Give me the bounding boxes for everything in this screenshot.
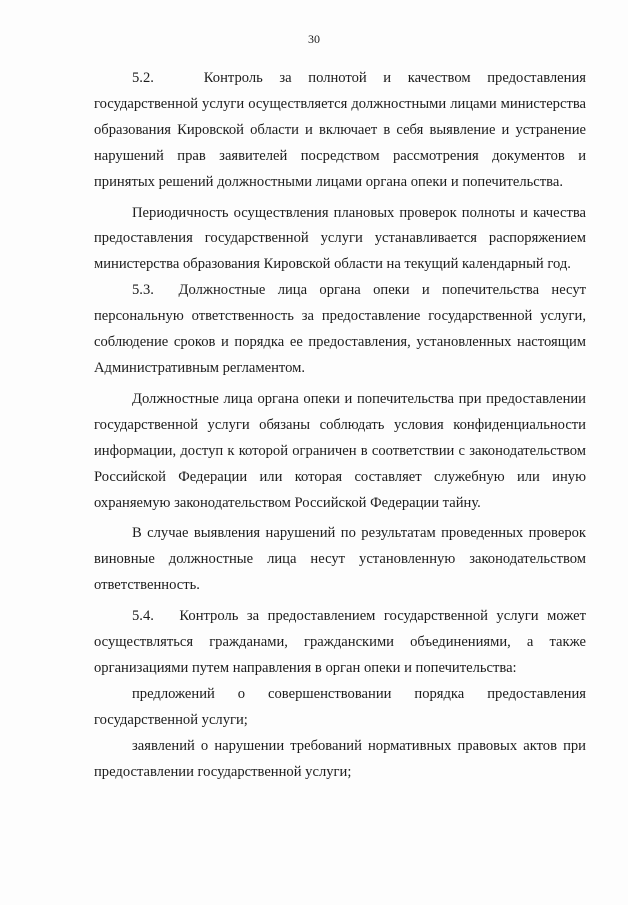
paragraph-5-2: 5.2. Контроль за полнотой и качеством предоставления государственной услуги осуществляется должностными лицами министерства образования Кировской области и включает в себя выявление и устранение нарушений прав заявителей посредством рассмотрения документов и принятых решений должностными лицами органа опеки и попечительства. <box>94 70 586 190</box>
document-body <box>94 66 586 785</box>
page-number: 30 <box>308 32 320 46</box>
list-item-complaints: заявлений о нарушении требований нормативных правовых актов при предоставлении государственной услуги; <box>94 737 586 780</box>
paragraph-confidentiality: Должностные лица органа опеки и попечительства при предоставлении государственной услуги обязаны соблюдать условия конфиденциальности информации, доступ к которой ограничен в соответствии с законодательством Российской Федерации или которая составляет служебную или иную охраняемую законодательством Российской Федерации тайну. <box>94 390 586 511</box>
paragraph-5-4: 5.4. Контроль за предоставлением государственной услуги может осуществляться гражданами, гражданскими объединениями, а также организациями путем направления в орган опеки и попечительства: <box>94 608 586 676</box>
paragraph-5-3: 5.3. Должностные лица органа опеки и попечительства несут персональную ответственность за предоставление государственной услуги, соблюдение сроков и порядка ее предоставления, установленных настоящим Административным регламентом. <box>94 282 586 376</box>
paragraph-violations: В случае выявления нарушений по результатам проведенных проверок виновные должностные лица несут установленную законодательством ответственность. <box>94 525 586 594</box>
list-item-proposals: предложений о совершенствовании порядка предоставления государственной услуги; <box>94 685 586 728</box>
paragraph-inspection-frequency: Периодичность осуществления плановых проверок полноты и качества предоставления государственной услуги устанавливается распоряжением министерства образования Кировской области на текущий календарный год. <box>94 204 586 273</box>
